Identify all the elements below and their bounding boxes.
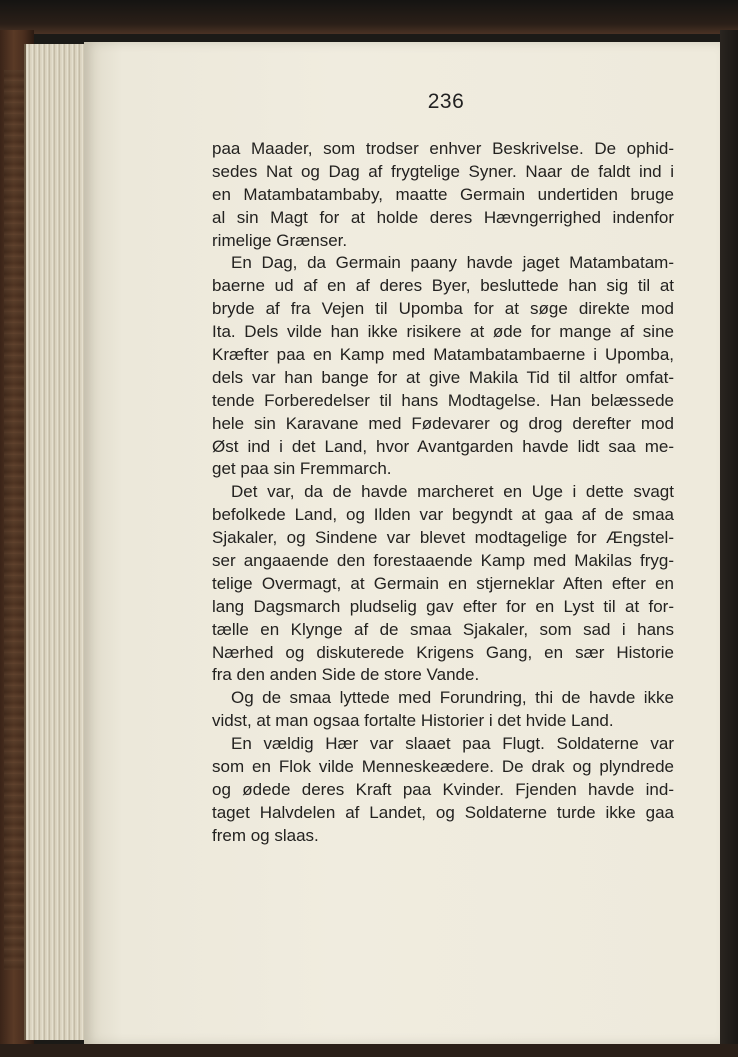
paragraph-3 xyxy=(212,481,674,687)
paragraph-5 xyxy=(212,733,674,847)
text-line: en Matambatambaby, maatte Germain undertiden bruge xyxy=(212,184,674,204)
text-line: frem og slaas. xyxy=(212,825,319,845)
text-line: fra den anden Side de store Vande. xyxy=(212,665,480,685)
text-line: befolkede Land, og Ilden var begyndt at gaa af de smaa xyxy=(212,505,674,525)
text-line: hele sin Karavane med Fødevarer og drog derefter mod xyxy=(212,413,674,433)
text-line: Sjakaler, og Sindene var blevet modtagelige for Ængstel- xyxy=(212,528,674,548)
text-line: Øst ind i det Land, hvor Avantgarden havde lidt saa me- xyxy=(212,436,674,456)
dark-background-bottom xyxy=(0,1044,738,1057)
text-line: tende Forberedelser til hans Modtagelse. Han belæssede xyxy=(212,390,674,410)
text-line: og ødede deres Kraft paa Kvinder. Fjenden havde ind- xyxy=(212,779,674,799)
page-body-text xyxy=(212,138,674,848)
text-line: get paa sin Fremmarch. xyxy=(212,459,392,479)
text-line: Kræfter paa en Kamp med Matambatambaerne i Upomba, xyxy=(212,345,674,365)
text-line: taget Halvdelen af Landet, og Soldaterne turde ikke gaa xyxy=(212,802,674,822)
text-line: ser angaaende den forestaaende Kamp med Makilas fryg- xyxy=(212,551,674,571)
text-line: lang Dagsmarch pludselig gav efter for en Lyst til at for- xyxy=(212,596,674,616)
dark-background-top xyxy=(0,0,738,34)
text-line: Og de smaa lyttede med Forundring, thi de havde ikke xyxy=(231,688,674,708)
text-line: telige Overmagt, at Germain en stjerneklar Aften efter en xyxy=(212,573,674,593)
text-line: dels var han bange for at give Makila Tid til altfor omfat- xyxy=(212,367,674,387)
text-line: rimelige Grænser. xyxy=(212,230,348,250)
page-number: 236 xyxy=(427,90,465,113)
page-edges-stack xyxy=(24,44,90,1040)
text-line: Det var, da de havde marcheret en Uge i dette svagt xyxy=(231,482,674,502)
text-line: bryde af fra Vejen til Upomba for at søge direkte mod xyxy=(212,299,674,319)
text-line: Ita. Dels vilde han ikke risikere at øde for mange af sine xyxy=(212,322,674,342)
paragraph-1 xyxy=(212,138,674,252)
text-line: vidst, at man ogsaa fortalte Historier i det hvide Land. xyxy=(212,711,614,731)
paragraph-2 xyxy=(212,252,674,481)
text-line: En Dag, da Germain paany havde jaget Matambatam- xyxy=(231,253,674,273)
text-line: baerne ud af en af deres Byer, besluttede han sig til at xyxy=(212,276,674,296)
paragraph-4 xyxy=(212,687,674,733)
text-line: tælle en Klynge af de smaa Sjakaler, som sad i hans xyxy=(212,619,674,639)
text-line: som en Flok vilde Menneskeædere. De drak og plyndrede xyxy=(212,757,674,777)
text-line: paa Maader, som trodser enhver Beskrivelse. De ophid- xyxy=(212,139,674,158)
text-line: En vældig Hær var slaaet paa Flugt. Soldaterne var xyxy=(231,734,674,754)
text-line: al sin Magt for at holde deres Hævngerrighed indenfor xyxy=(212,207,674,227)
text-line: sedes Nat og Dag af frygtelige Syner. Naar de faldt ind i xyxy=(212,161,674,181)
text-line: Nærhed og diskuterede Krigens Gang, en sær Historie xyxy=(212,642,674,662)
dark-background-right xyxy=(720,30,738,1057)
